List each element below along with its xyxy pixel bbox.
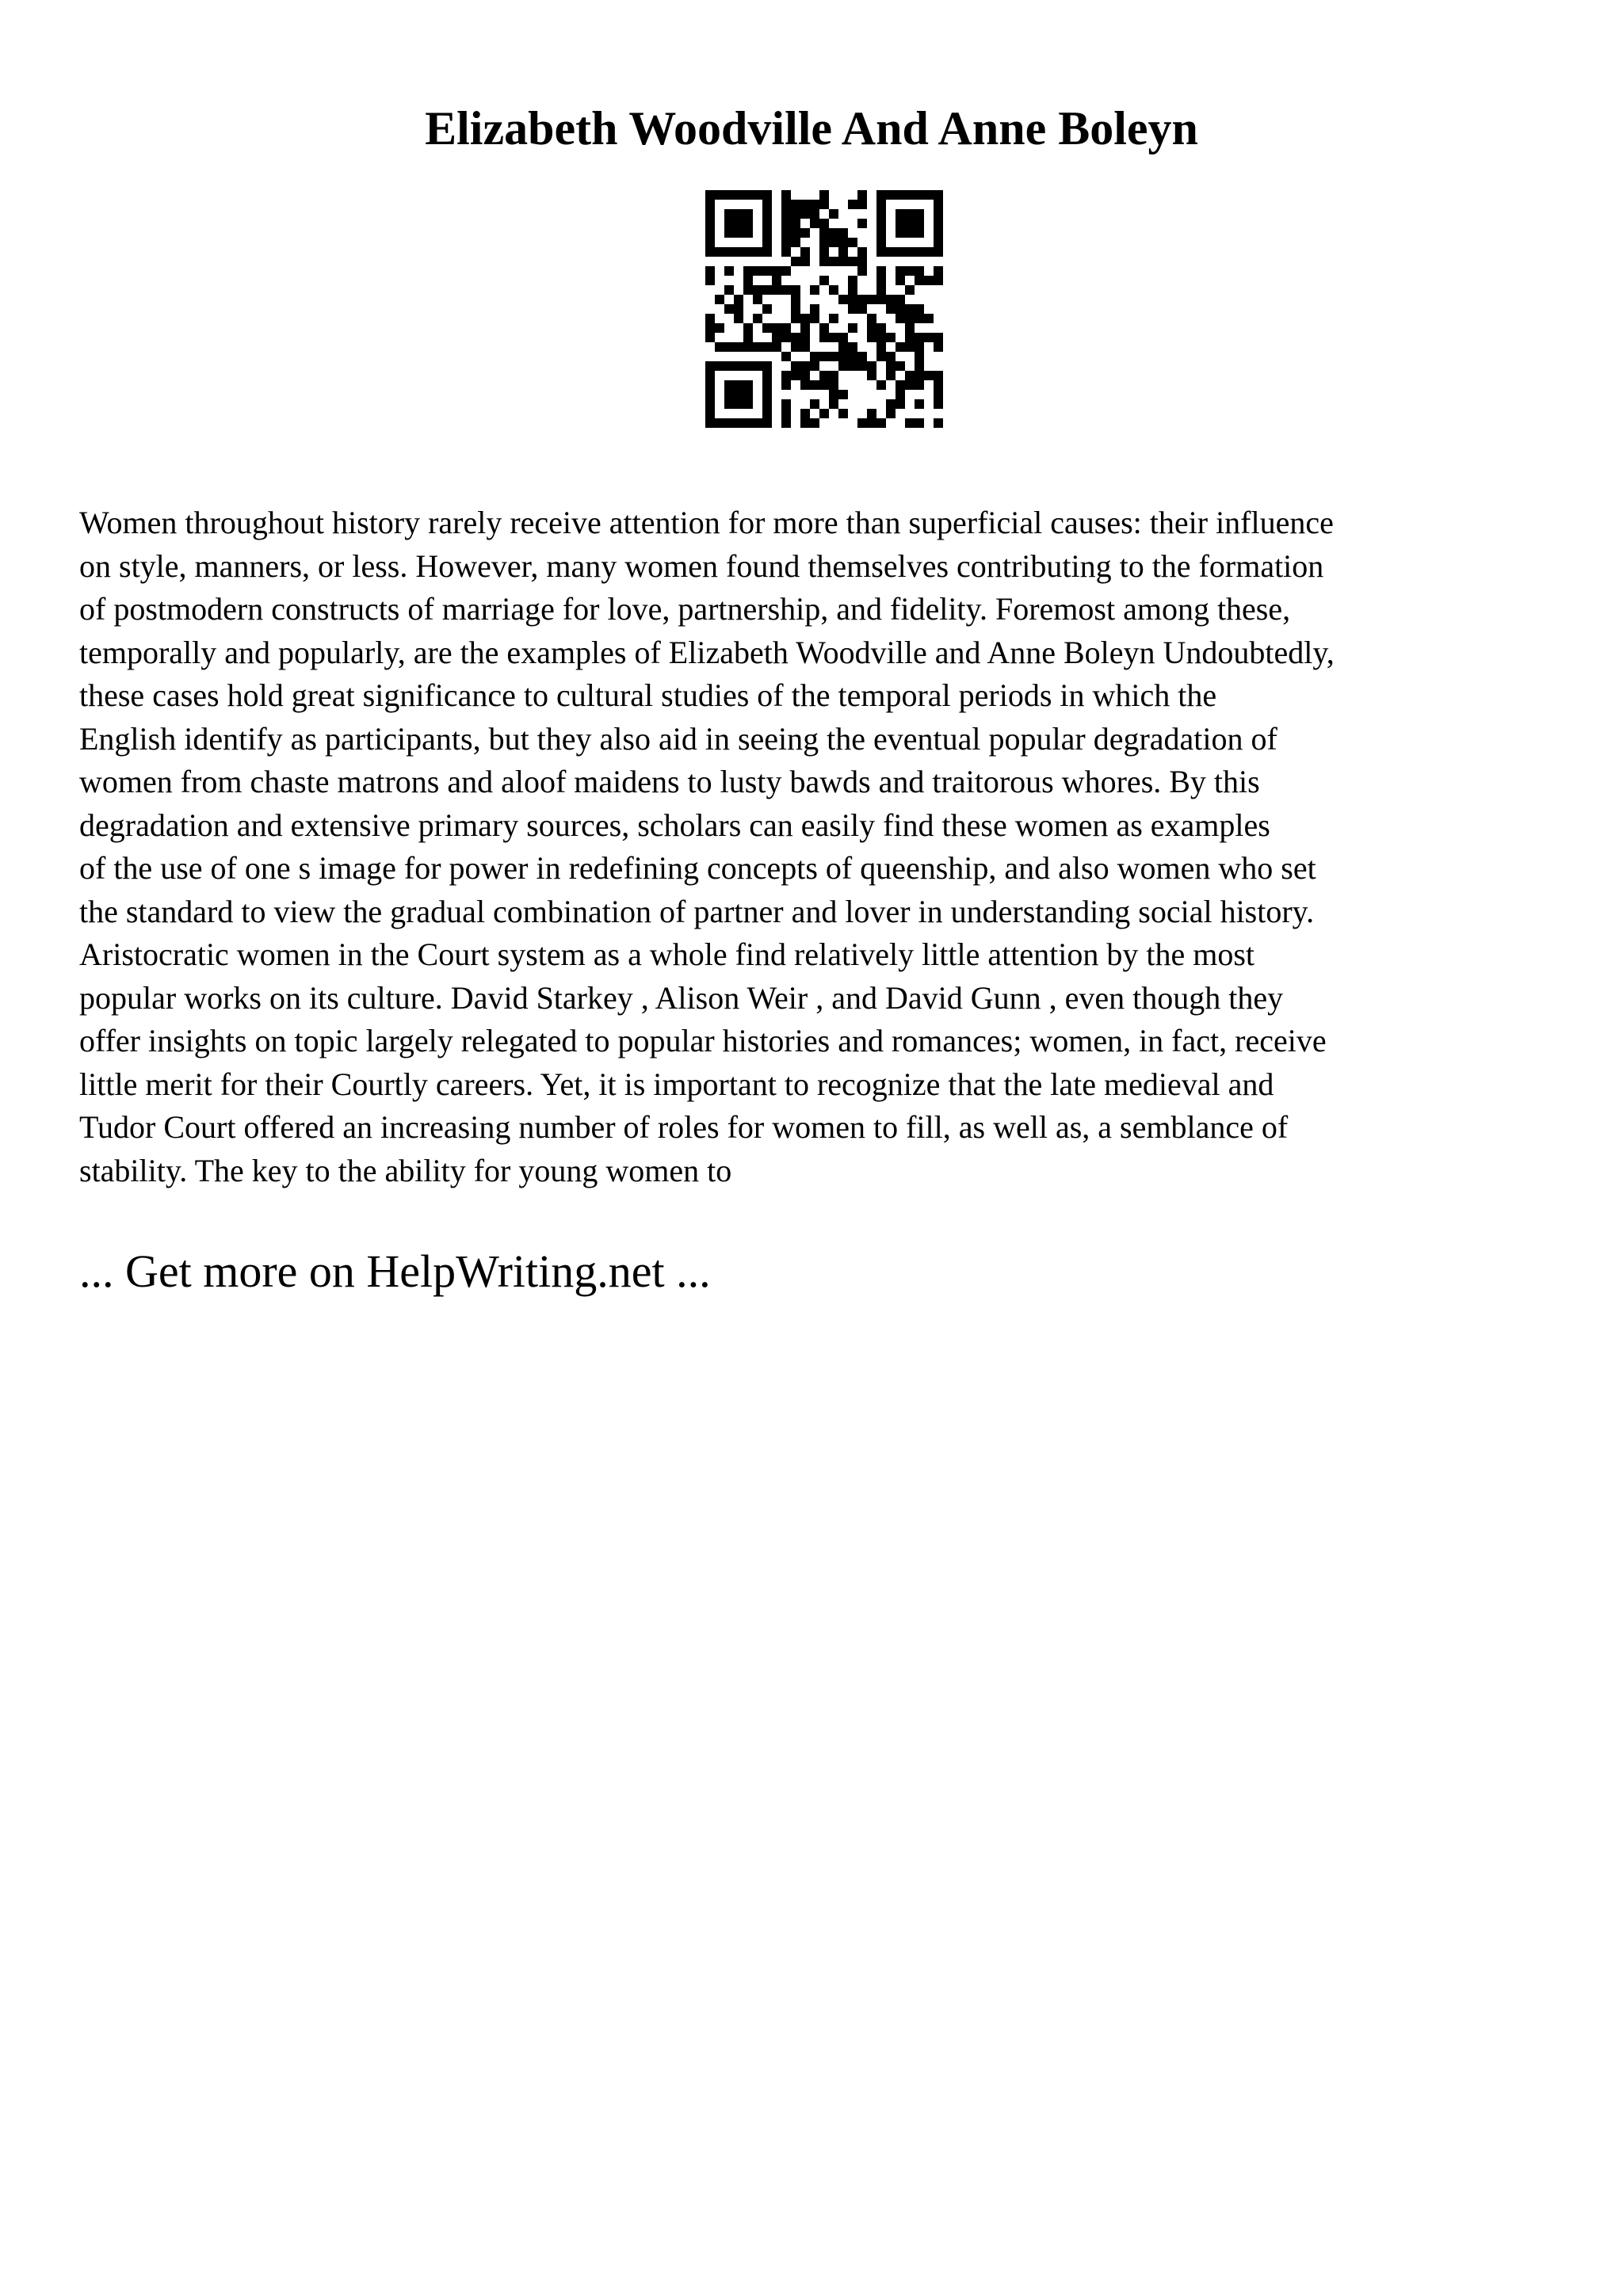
body-line: offer insights on topic largely relegated to popular histories and romances; women, in fact, receive (79, 1023, 1327, 1058)
body-line: degradation and extensive primary sources, scholars can easily find these women as examples (79, 807, 1270, 843)
document-title: Elizabeth Woodville And Anne Boleyn (425, 102, 1198, 154)
body-line: on style, manners, or less. However, many women found themselves contributing to the formation (79, 547, 1324, 584)
body-line: these cases hold great significance to cultural studies of the temporal periods in which the (79, 677, 1217, 713)
body-line: the standard to view the gradual combination of partner and lover in understanding social history. (79, 893, 1315, 929)
body-line: little merit for their Courtly careers. Yet, it is important to recognize that the late medieval and (79, 1066, 1274, 1102)
helpwriting-link[interactable]: ... Get more on HelpWriting.net ... (79, 1245, 711, 1297)
body-line: temporally and popularly, are the examples of Elizabeth Woodville and Anne Boleyn Undoubtedly, (79, 634, 1335, 670)
body-line: Tudor Court offered an increasing number of roles for women to fill, as well as, a semblance of (79, 1109, 1289, 1145)
body-line: Aristocratic women in the Court system as a whole find relatively little attention by the most (79, 936, 1255, 972)
body-line: popular works on its culture. David Starkey , Alison Weir , and David Gunn , even though they (79, 979, 1284, 1016)
body-line: of postmodern constructs of marriage for love, partnership, and fidelity. Foremost among these, (79, 591, 1291, 627)
qr-code-icon[interactable] (705, 190, 943, 428)
body-line: Women throughout history rarely receive attention for more than superficial causes: their influence (79, 505, 1334, 540)
body-paragraph (79, 502, 1569, 1192)
body-line: English identify as participants, but they also aid in seeing the eventual popular degradation of (79, 720, 1277, 757)
body-line: stability. The key to the ability for young women to (79, 1152, 732, 1188)
body-line: women from chaste matrons and aloof maidens to lusty bawds and traitorous whores. By this (79, 764, 1260, 799)
body-line: of the use of one s image for power in redefining concepts of queenship, and also women who set (79, 850, 1316, 886)
